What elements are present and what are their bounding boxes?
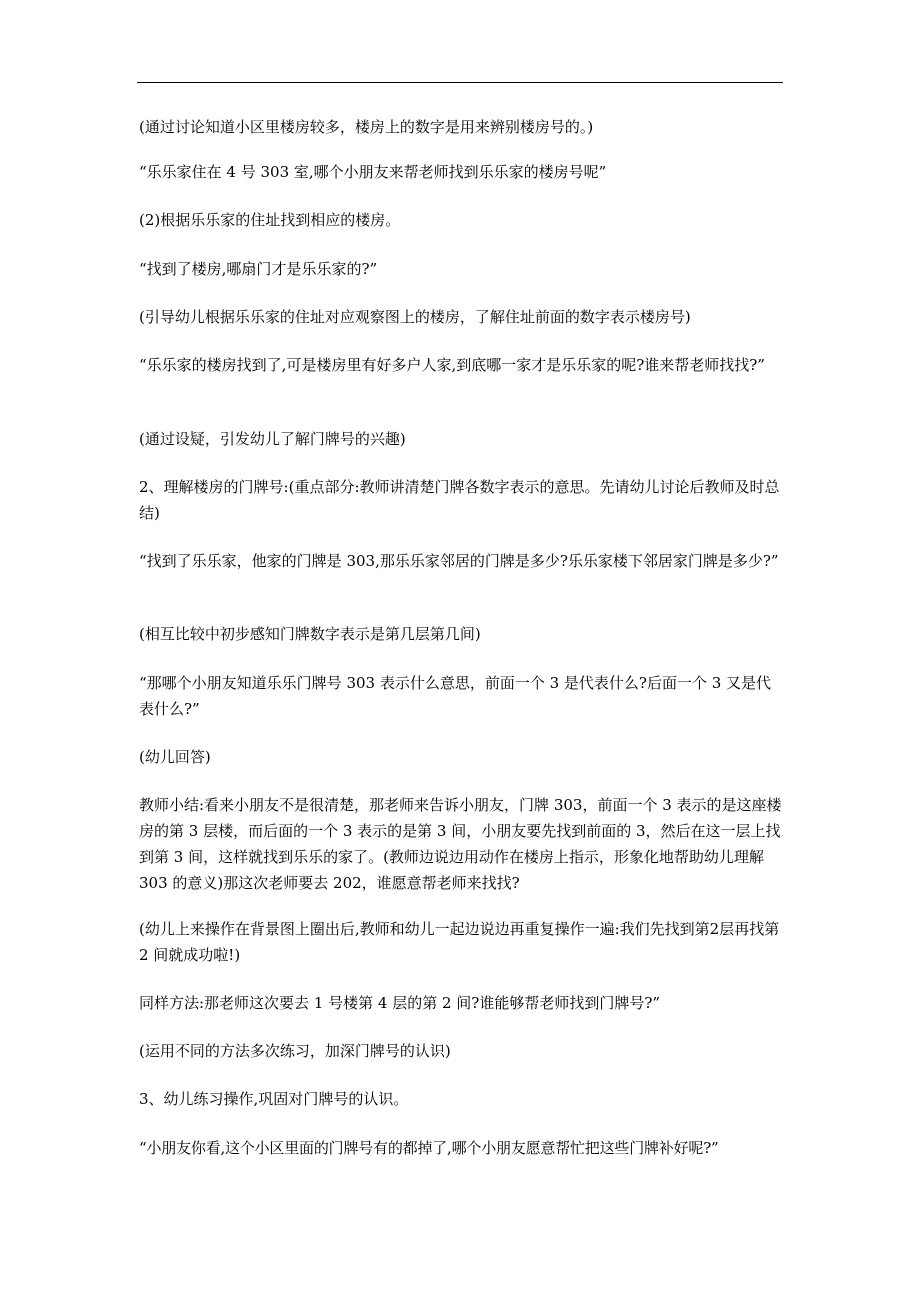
paragraph: (幼儿上来操作在背景图上圈出后,教师和幼儿一起边说边再重复操作一遍:我们先找到第2层再找第 2 间就成功啦!) — [139, 920, 780, 964]
header-rule — [137, 82, 783, 83]
paragraph: 2、理解楼房的门牌号:(重点部分:教师讲清楚门牌各数字表示的意思。先请幼儿讨论后教师及时总结) — [139, 478, 780, 522]
paragraph: 3、幼儿练习操作,巩固对门牌号的认识。 — [139, 1090, 409, 1108]
paragraph: “找到了楼房,哪扇门才是乐乐家的?” — [139, 260, 378, 278]
paragraph: “小朋友你看,这个小区里面的门牌号有的都掉了,哪个小朋友愿意帮忙把这些门牌补好呢?” — [139, 1139, 719, 1157]
paragraph: (幼儿回答) — [139, 748, 211, 766]
paragraph: “乐乐家的楼房找到了,可是楼房里有好多户人家,到底哪一家才是乐乐家的呢?谁来帮老师找找?” — [139, 356, 765, 374]
paragraph: “那哪个小朋友知道乐乐门牌号 303 表示什么意思，前面一个 3 是代表什么?后面一个 3 又是代表什么?” — [139, 674, 772, 718]
paragraph: (2)根据乐乐家的住址找到相应的楼房。 — [139, 211, 401, 229]
paragraph: (运用不同的方法多次练习，加深门牌号的认识) — [139, 1042, 451, 1060]
paragraph: (通过设疑，引发幼儿了解门牌号的兴趣) — [139, 430, 406, 448]
paragraph: “乐乐家住在 4 号 303 室,哪个小朋友来帮老师找到乐乐家的楼房号呢” — [139, 163, 607, 181]
paragraph: “找到了乐乐家，他家的门牌是 303,那乐乐家邻居的门牌是多少?乐乐家楼下邻居家门牌是多少?” — [139, 552, 779, 570]
paragraph: (相互比较中初步感知门牌数字表示是第几层第几间) — [139, 625, 481, 643]
paragraph: (引导幼儿根据乐乐家的住址对应观察图上的楼房，了解住址前面的数字表示楼房号) — [139, 308, 691, 326]
paragraph: (通过讨论知道小区里楼房较多，楼房上的数字是用来辨别楼房号的。) — [139, 118, 594, 136]
paragraph: 教师小结:看来小朋友不是很清楚，那老师来告诉小朋友，门牌 303，前面一个 3 表示的是这座楼房的第 3 层楼，而后面的一个 3 表示的是第 3 间，小朋友要先找到前面的 3，然后在这一层上找到第 3 间，这样就找到乐乐的家了。(教师边说边用动作在楼房上指示，形象化地帮助幼儿理解 303 的意义)那这次老师要去 202，谁愿意帮老师来找找? — [139, 796, 782, 892]
paragraph: 同样方法:那老师这次要去 1 号楼第 4 层的第 2 间?谁能够帮老师找到门牌号?” — [139, 994, 661, 1012]
